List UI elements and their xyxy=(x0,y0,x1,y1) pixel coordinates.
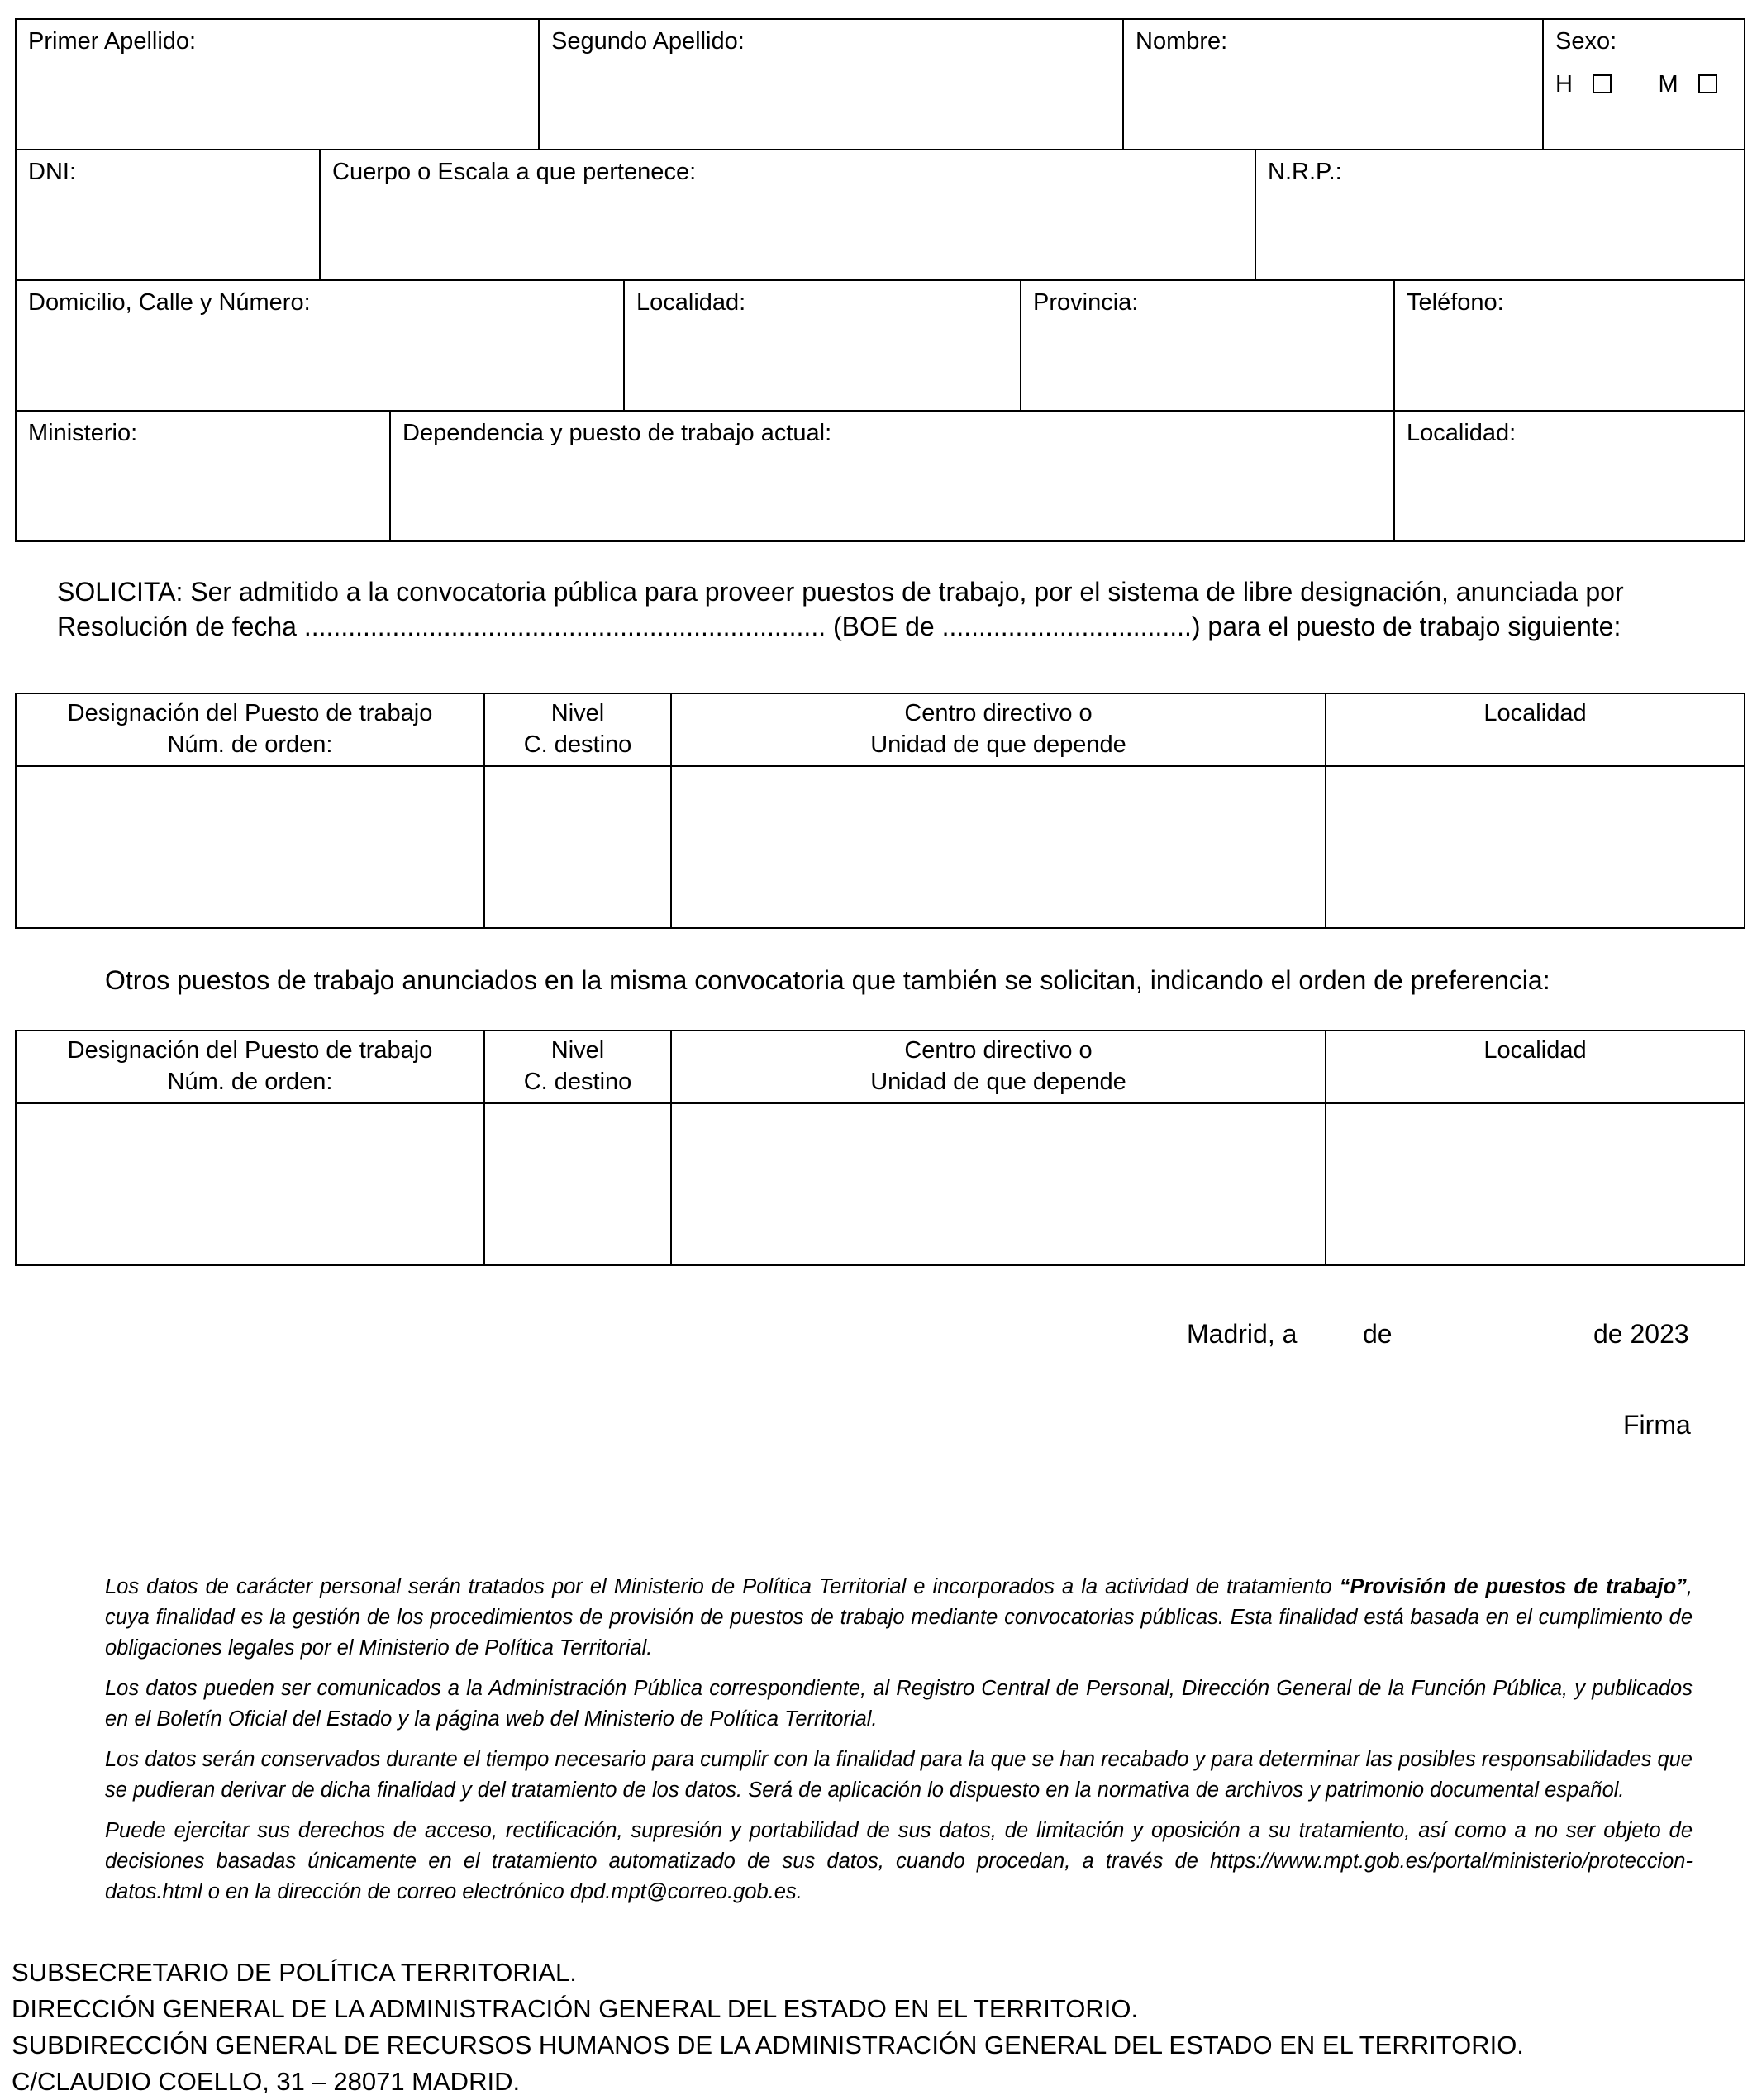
header-centro-line2: Unidad de que depende xyxy=(870,1069,1126,1095)
fecha-de-2023: de 2023 xyxy=(1593,1319,1689,1349)
label-telefono: Teléfono: xyxy=(1407,289,1504,316)
cell-localidad[interactable] xyxy=(1326,767,1744,927)
solicita-line-2: Resolución de fecha ....................................................................... (BOE de ..................................) para el puesto de trabajo siguiente: xyxy=(57,612,1621,641)
field-segundo-apellido[interactable] xyxy=(540,20,1124,149)
footer-line-3: SUBDIRECCIÓN GENERAL DE RECURSOS HUMANOS DE LA ADMINISTRACIÓN GENERAL DEL ESTADO EN EL TERRITORIO. xyxy=(12,2031,1524,2060)
otros-puestos-table xyxy=(15,1030,1745,1266)
checkbox-m[interactable] xyxy=(1698,74,1717,93)
label-domicilio: Domicilio, Calle y Número: xyxy=(28,289,311,316)
header-designacion xyxy=(17,694,485,765)
row-dni xyxy=(17,150,1744,281)
label-dependencia: Dependencia y puesto de trabajo actual: xyxy=(402,420,832,446)
legal-p1-end: , cuya finalidad es la gestión de los procedimientos de provisión de puestos de trabajo mediante convocatorias públicas. Esta finalidad está basada en el cumplimiento de obligaciones legales por el Ministerio de Política Territorial. xyxy=(105,1575,1693,1660)
header-nivel xyxy=(485,694,672,765)
cell-centro[interactable] xyxy=(672,1104,1326,1264)
header-centro xyxy=(672,694,1326,765)
label-segundo-apellido: Segundo Apellido: xyxy=(551,28,745,55)
footer-line-4: C/CLAUDIO COELLO, 31 – 28071 MADRID. xyxy=(12,2067,521,2096)
field-domicilio[interactable] xyxy=(17,281,625,410)
legal-paragraph-3: Los datos serán conservados durante el tiempo necesario para cumplir con la finalidad para la que se han recabado y para determinar las posibles responsabilidades que se pudieran derivar de dicha finalidad y del tratamiento de los datos. Será de aplicación lo dispuesto en la normativa de archivos y patrimonio documental español. xyxy=(105,1748,1693,1802)
label-sexo-h: H xyxy=(1555,71,1573,98)
header-localidad xyxy=(1326,694,1744,765)
label-primer-apellido: Primer Apellido: xyxy=(28,28,197,55)
label-nrp: N.R.P.: xyxy=(1268,159,1342,185)
header-nivel-line2: C. destino xyxy=(523,1069,632,1095)
header-designacion-line1: Designación del Puesto de trabajo xyxy=(67,1037,433,1064)
fecha-madrid: Madrid, a xyxy=(1187,1319,1298,1349)
cell-centro[interactable] xyxy=(672,767,1326,927)
header-localidad-line1: Localidad xyxy=(1483,1037,1587,1064)
field-localidad-trabajo[interactable] xyxy=(1395,412,1744,540)
label-localidad-trabajo: Localidad: xyxy=(1407,420,1517,446)
label-localidad: Localidad: xyxy=(636,289,746,316)
field-dni[interactable] xyxy=(17,150,321,279)
checkbox-h[interactable] xyxy=(1593,74,1612,93)
header-nivel-line1: Nivel xyxy=(550,700,605,726)
field-telefono[interactable] xyxy=(1395,281,1744,410)
row-domicilio xyxy=(17,281,1744,412)
label-cuerpo: Cuerpo o Escala a que pertenece: xyxy=(332,159,697,185)
otros-table-header xyxy=(17,1031,1744,1104)
footer-line-2: DIRECCIÓN GENERAL DE LA ADMINISTRACIÓN GENERAL DEL ESTADO EN EL TERRITORIO. xyxy=(12,1994,1139,2023)
label-nombre: Nombre: xyxy=(1136,28,1228,55)
label-ministerio: Ministerio: xyxy=(28,420,138,446)
header-designacion xyxy=(17,1031,485,1102)
personal-data-form xyxy=(15,18,1745,542)
otros-puestos-text: Otros puestos de trabajo anunciados en la misma convocatoria que también se solicitan, indicando el orden de preferencia: xyxy=(105,965,1550,995)
cell-designacion[interactable] xyxy=(17,767,485,927)
header-centro xyxy=(672,1031,1326,1102)
field-cuerpo[interactable] xyxy=(321,150,1256,279)
header-nivel-line1: Nivel xyxy=(550,1037,605,1064)
label-sexo-m: M xyxy=(1658,71,1678,98)
puesto-table xyxy=(15,693,1745,929)
header-designacion-line2: Núm. de orden: xyxy=(167,731,333,758)
footer-line-1: SUBSECRETARIO DE POLÍTICA TERRITORIAL. xyxy=(12,1958,577,1987)
cell-designacion[interactable] xyxy=(17,1104,485,1264)
field-primer-apellido[interactable] xyxy=(17,20,540,149)
field-nrp[interactable] xyxy=(1256,150,1744,279)
row-names xyxy=(17,20,1744,150)
fecha-de-1: de xyxy=(1363,1319,1393,1349)
solicita-line-1: SOLICITA: Ser admitido a la convocatoria pública para proveer puestos de trabajo, por el sistema de libre designación, anunciada por xyxy=(57,577,1624,607)
header-localidad-line1: Localidad xyxy=(1483,700,1587,726)
header-centro-line1: Centro directivo o xyxy=(904,700,1093,726)
legal-paragraph-1 xyxy=(105,1572,1693,1664)
puesto-table-body xyxy=(17,767,1744,927)
legal-paragraph-2: Los datos pueden ser comunicados a la Administración Pública correspondiente, al Registro Central de Personal, Dirección General de la Función Pública, y publicados en el Boletín Oficial del Estado y la página web del Ministerio de Política Territorial. xyxy=(105,1677,1693,1731)
cell-localidad[interactable] xyxy=(1326,1104,1744,1264)
legal-notice xyxy=(105,1572,1693,1917)
label-provincia: Provincia: xyxy=(1033,289,1139,316)
header-localidad xyxy=(1326,1031,1744,1102)
legal-p1-start: Los datos de carácter personal serán tratados por el Ministerio de Política Territorial e incorporados a la actividad de tratamiento xyxy=(105,1575,1340,1598)
field-ministerio[interactable] xyxy=(17,412,391,540)
cell-nivel[interactable] xyxy=(485,1104,672,1264)
solicita-paragraph xyxy=(57,574,1710,644)
header-centro-line1: Centro directivo o xyxy=(904,1037,1093,1064)
puesto-table-header xyxy=(17,694,1744,767)
label-dni: DNI: xyxy=(28,159,76,185)
header-centro-line2: Unidad de que depende xyxy=(870,731,1126,758)
field-localidad[interactable] xyxy=(625,281,1021,410)
field-sexo xyxy=(1544,20,1744,149)
field-dependencia[interactable] xyxy=(391,412,1395,540)
row-ministerio xyxy=(17,412,1744,540)
header-nivel xyxy=(485,1031,672,1102)
field-provincia[interactable] xyxy=(1021,281,1395,410)
header-designacion-line1: Designación del Puesto de trabajo xyxy=(67,700,433,726)
label-sexo: Sexo: xyxy=(1555,28,1617,55)
field-nombre[interactable] xyxy=(1124,20,1544,149)
firma-label: Firma xyxy=(1623,1410,1691,1440)
legal-p1-activity: “Provisión de puestos de trabajo” xyxy=(1339,1575,1687,1598)
legal-paragraph-4: Puede ejercitar sus derechos de acceso, rectificación, supresión y portabilidad de sus datos, de limitación y oposición a su tratamiento, así como a no ser objeto de decisiones basadas únicamente en el tratamiento automatizado de sus datos, cuando procedan, a través de https://www.mpt.gob.es/portal/ministerio/proteccion-datos.html o en la dirección de correo electrónico dpd.mpt@correo.gob.es. xyxy=(105,1819,1693,1903)
header-designacion-line2: Núm. de orden: xyxy=(167,1069,333,1095)
footer-address xyxy=(12,1955,1524,2100)
otros-table-body xyxy=(17,1104,1744,1264)
cell-nivel[interactable] xyxy=(485,767,672,927)
header-nivel-line2: C. destino xyxy=(523,731,632,758)
